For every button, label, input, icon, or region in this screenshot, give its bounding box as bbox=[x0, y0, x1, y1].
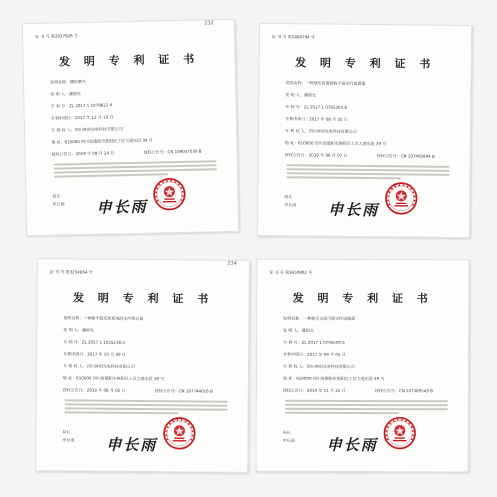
director-label: 局长 bbox=[284, 194, 293, 200]
grant-number: 授权公告号：CN 107744016 B bbox=[154, 388, 213, 394]
inventor: 发 明 人：潘国光 bbox=[50, 91, 81, 97]
invention-name: 发明名称：一种激光光源可调光纤成像器 bbox=[283, 315, 356, 321]
grant-date: 授权公告日：2019 年 09 月 24 日 bbox=[51, 150, 115, 157]
official-seal-icon bbox=[383, 416, 417, 450]
official-seal-icon bbox=[162, 416, 196, 450]
certificate-number: 证 书 号 第2404794 号 bbox=[271, 34, 315, 40]
invention-name: 发明名称：一种能平稳变焦系统的光纤组合器 bbox=[63, 315, 144, 322]
director-signature: 申长雨 bbox=[96, 197, 148, 217]
filing-date: 专利申请日：2017 年 09 月 05 日 bbox=[283, 351, 346, 357]
certificate-3 bbox=[35, 258, 250, 473]
inventor: 发 明 人：潘国光 bbox=[285, 92, 316, 98]
inventor: 发 明 人：潘国光 bbox=[283, 327, 314, 333]
patent-number: 专 利 号：ZL 2017 1 0765303.8 bbox=[285, 104, 347, 110]
patentee: 专 利 权 人：四川神剑光电科技有限公司 bbox=[284, 128, 357, 134]
director-name-label: 申长雨 bbox=[62, 437, 75, 443]
grant-number: 授权公告号：CN 109037530 B bbox=[143, 148, 202, 155]
grant-date: 授权公告日：2019 年 06 月 07 日 bbox=[284, 152, 348, 158]
grant-number: 授权公告号：CN 107462894 B bbox=[376, 153, 435, 159]
director-name-label: 申长雨 bbox=[52, 201, 65, 207]
director-signature: 申长雨 bbox=[106, 435, 158, 455]
patent-number: 专 利 号：ZL 2017 1 1079621.4 bbox=[50, 102, 113, 109]
certificate-4 bbox=[256, 259, 470, 473]
inventor: 发 明 人：潘国光 bbox=[63, 327, 94, 333]
patent-number: 专 利 号：ZL 2017 1 0795500.5 bbox=[283, 339, 345, 345]
body-text bbox=[286, 164, 449, 182]
address: 地 址：610000 四川省德阳市旌阳区工区大道东段 39 号 bbox=[282, 375, 385, 382]
invention-name: 发明名称：一种球形前置钢板平面光纤放置器 bbox=[285, 80, 366, 87]
body-text bbox=[285, 400, 448, 417]
director-name-label: 申长雨 bbox=[282, 437, 295, 443]
director-signature: 申长雨 bbox=[326, 435, 378, 455]
patentee: 专 利 权 人：四川神剑光电科技有限公司 bbox=[62, 363, 135, 369]
handwritten-note: 232 bbox=[204, 20, 214, 27]
address: 地 址：610000 四川省德阳市旌阳区工区大道东段 39 号 bbox=[284, 140, 387, 147]
certificate-title: 发 明 专 利 证 书 bbox=[72, 291, 214, 306]
grant-date: 授权公告日：2019 年 08 月 02 日 bbox=[62, 387, 126, 393]
official-seal-icon bbox=[384, 181, 418, 215]
certificate-number: 证 书 号 第3650892 号 bbox=[269, 269, 313, 275]
patentee: 专 利 权 人：四川神剑光电科技有限公司 bbox=[50, 126, 123, 133]
handwritten-note: 234 bbox=[227, 260, 237, 267]
patent-number: 专 利 号：ZL 2017 1 1055138.3 bbox=[63, 339, 125, 345]
patentee: 专 利 权 人：四川神剑光电科技有限公司 bbox=[282, 363, 355, 369]
filing-date: 专利申请日：2017 年 12 月 10 日 bbox=[50, 114, 114, 121]
filing-date: 专利申请日：2017 年 10 月 30 日 bbox=[63, 351, 126, 357]
certificate-title: 发 明 专 利 证 书 bbox=[292, 291, 433, 306]
director-label: 局长 bbox=[62, 429, 71, 435]
certificate-2 bbox=[257, 23, 472, 238]
grant-number: 授权公告号：CN 107589549 B bbox=[374, 388, 433, 394]
invention-name: 发明名称：螺形磨头 bbox=[49, 78, 87, 85]
certificate-title: 发 明 专 利 证 书 bbox=[295, 56, 436, 71]
certificate-number: 证 书 号 第2037626 号 bbox=[35, 33, 79, 39]
certificate-title: 发 明 专 利 证 书 bbox=[58, 52, 200, 69]
certificate-number: 证 书 号 第3254864 号 bbox=[49, 269, 93, 275]
official-seal-icon bbox=[152, 177, 187, 212]
director-name-label: 申长雨 bbox=[284, 202, 297, 208]
body-text bbox=[54, 160, 217, 179]
filing-date: 专利申请日：2017 年 08 月 25 日 bbox=[285, 116, 348, 122]
director-signature: 申长雨 bbox=[328, 200, 380, 220]
body-text bbox=[65, 399, 228, 416]
certificate-1 bbox=[22, 19, 239, 236]
director-label: 局长 bbox=[52, 193, 61, 199]
address: 地 址：610000 四川省德阳市旌阳区工区大道东段 39 号 bbox=[51, 137, 153, 145]
director-label: 局长 bbox=[282, 429, 291, 435]
grant-date: 授权公告日：2019 年 11 月 22 日 bbox=[282, 387, 346, 393]
address: 地 址：610000 四川省德阳市旌阳区工区大道东段 39 号 bbox=[62, 375, 165, 382]
